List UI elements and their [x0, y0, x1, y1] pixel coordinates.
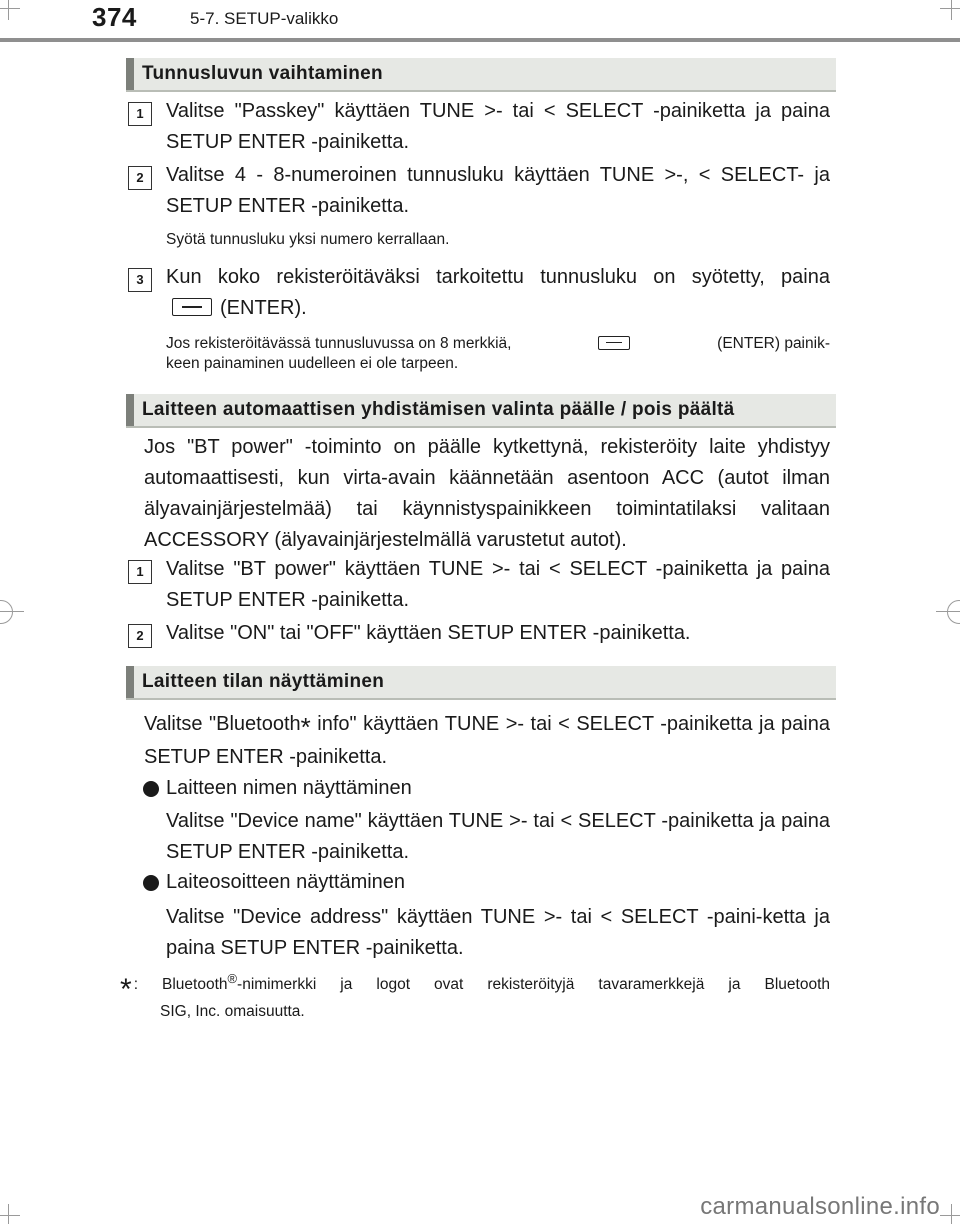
section-header-device-status: [126, 666, 836, 700]
bullet-icon: [143, 781, 159, 797]
footnote-part: : Bluetooth: [133, 976, 228, 994]
section-accent-bar: [126, 666, 134, 698]
enter-label: (ENTER).: [220, 297, 307, 319]
footnote-line: [120, 968, 830, 1007]
section-title: Tunnusluvun vaihtaminen: [142, 63, 383, 84]
note-line: keen painaminen uudelleen ei ole tarpeen.: [166, 355, 459, 372]
section-header-auto-connect: [126, 394, 836, 428]
crop-mark: [940, 1215, 960, 1216]
step-text-line: [166, 293, 830, 324]
step-text: [166, 262, 830, 324]
footnote: [120, 968, 830, 1023]
registration-mark: [947, 600, 960, 624]
crop-mark: [951, 0, 952, 20]
enter-button-icon: [172, 298, 212, 316]
note-part: (ENTER) painik-: [717, 335, 830, 352]
crop-mark: [951, 1204, 952, 1224]
step-badge: 2: [128, 166, 152, 190]
note-text: Syötä tunnusluku yksi numero kerrallaan.: [166, 231, 450, 248]
intro-part: Valitse "Bluetooth: [144, 713, 301, 735]
bullet-title: Laiteosoitteen näyttäminen: [166, 871, 406, 893]
crop-mark: [8, 1204, 9, 1224]
footnote-part: -nimimerkki ja logot ovat rekisteröityjä tavaramerkkejä ja Bluetooth: [237, 976, 830, 994]
section-accent-bar: [126, 58, 134, 90]
bullet-text: Valitse "Device address" käyttäen TUNE >- tai < SELECT -paini-ketta ja paina SETUP ENTER -painiketta.: [166, 906, 830, 959]
chapter-title: 5-7. SETUP-valikko: [190, 9, 339, 28]
section-accent-bar: [126, 394, 134, 426]
step-badge: 2: [128, 624, 152, 648]
crop-mark: [0, 611, 24, 612]
section-header-passkey: [126, 58, 836, 92]
step-text: Valitse "BT power" käyttäen TUNE >- tai < SELECT -painiketta ja paina SETUP ENTER -painiketta.: [166, 558, 830, 611]
bullet-text: Valitse "Device name" käyttäen TUNE >- tai < SELECT -painiketta ja paina SETUP ENTER -painiketta.: [166, 810, 830, 863]
footnote-line: SIG, Inc. omaisuutta.: [160, 1003, 305, 1021]
step-badge: 3: [128, 268, 152, 292]
watermark: carmanualsonline.info: [700, 1193, 940, 1220]
asterisk-mark: *: [120, 973, 132, 1007]
section-title: Laitteen tilan näyttäminen: [142, 671, 385, 692]
step-badge: 1: [128, 102, 152, 126]
step-text: Valitse "ON" tai "OFF" käyttäen SETUP ENTER -painiketta.: [166, 622, 691, 644]
note-text: [166, 334, 830, 374]
step-text: Valitse "Passkey" käyttäen TUNE >- tai < SELECT -painiketta ja paina SETUP ENTER -painiketta.: [166, 100, 830, 153]
enter-button-icon: [598, 336, 630, 350]
asterisk-mark: *: [300, 712, 311, 742]
section-title: Laitteen automaattisen yhdistämisen valinta päälle / pois päältä: [142, 399, 735, 420]
note-part: [592, 334, 636, 354]
step-badge: 1: [128, 560, 152, 584]
registered-mark: ®: [227, 971, 238, 986]
intro-text: [144, 708, 830, 774]
step-text-line: Kun koko rekisteröitäväksi tarkoitettu tunnusluku on syötetty, paina: [166, 266, 830, 288]
note-part: Jos rekisteröitävässä tunnusluvussa on 8 merkkiä,: [166, 335, 512, 352]
registration-mark: [0, 600, 13, 624]
intro-text: Jos "BT power" -toiminto on päälle kytkettynä, rekisteröity laite yhdistyy automaattisesti, kun virta-avain käännetään asentoon ACC (autot ilman älyavainjärjestelmää) tai käynnistyspainikkeen toimintatilaksi valitaan ACCESSORY (älyavainjärjestelmällä varustetut autot).: [144, 436, 830, 551]
bullet-icon: [143, 875, 159, 891]
crop-mark: [0, 8, 20, 9]
bullet-title: Laitteen nimen näyttäminen: [166, 777, 412, 799]
crop-mark: [940, 8, 960, 9]
note-line: [166, 334, 830, 354]
crop-mark: [936, 611, 960, 612]
page-number: 374: [92, 2, 137, 32]
header-rule: [0, 38, 960, 42]
step-text: Valitse 4 - 8-numeroinen tunnusluku käyttäen TUNE >-, < SELECT- ja SETUP ENTER -painiketta.: [166, 164, 830, 217]
intro-part: info" käyttäen TUNE >- tai < SELECT -painiketta ja paina SETUP ENTER -painiketta.: [144, 713, 830, 768]
crop-mark: [0, 1215, 20, 1216]
crop-mark: [8, 0, 9, 20]
